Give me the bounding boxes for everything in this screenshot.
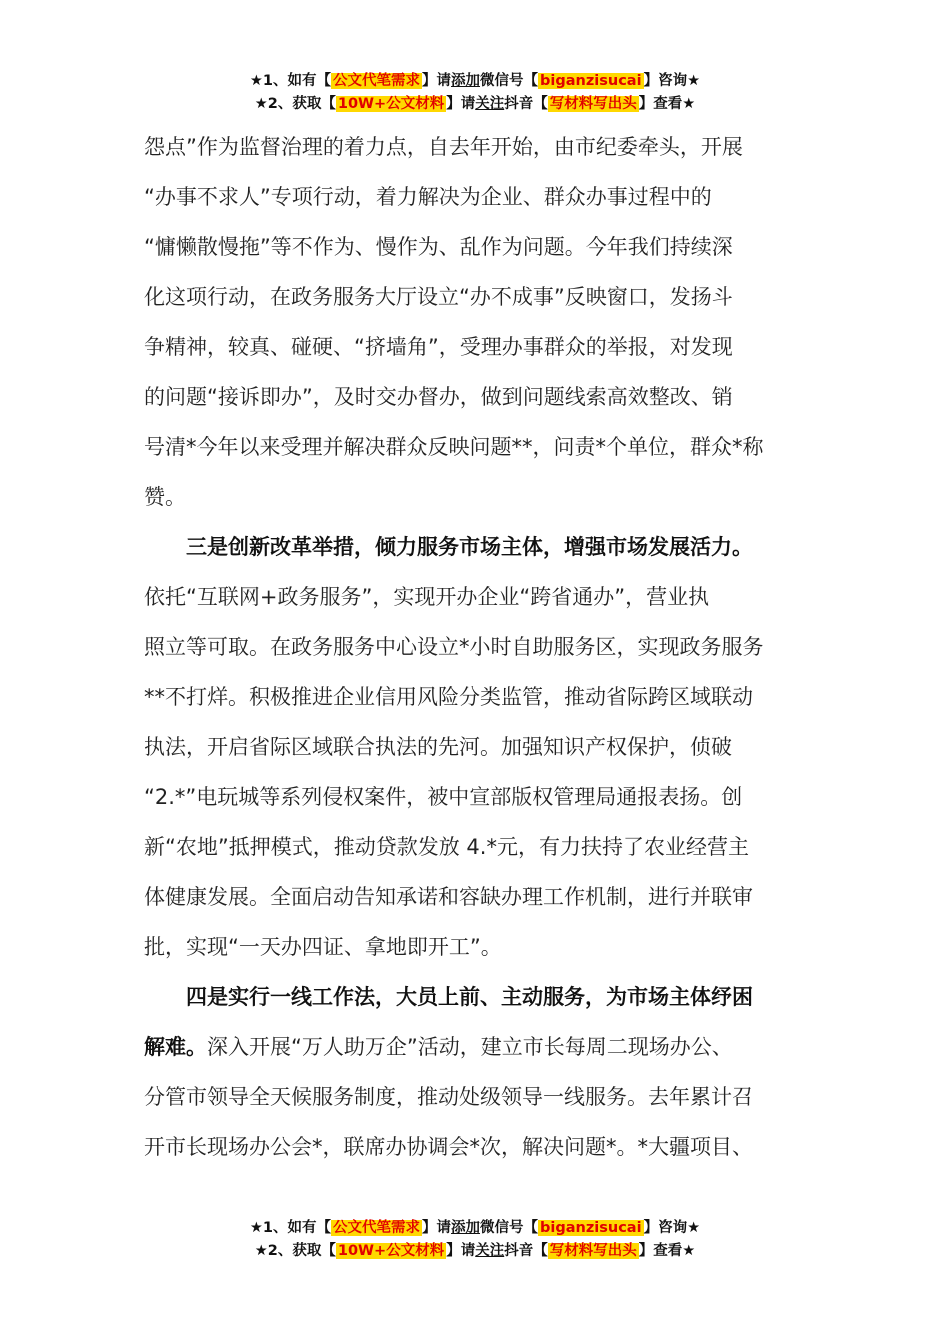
text-line: 依托“互联网+政务服务”，实现开办企业“跨省通办”，营业执 [144, 585, 710, 609]
text-line: 化这项行动，在政务服务大厅设立“办不成事”反映窗口，发扬斗 [144, 285, 733, 309]
banner-text: 】咨询★ [643, 73, 701, 89]
banner-highlight: 10W+公文材料 [337, 96, 445, 112]
banner-text: 抖音【 [504, 96, 548, 112]
text-line: “2.*”电玩城等系列侵权案件，被中宣部版权管理局通报表扬。创 [144, 785, 743, 809]
banner-text: 】咨询★ [643, 1220, 701, 1236]
footer-banner [0, 1217, 950, 1263]
banner-text: 】请 [422, 73, 452, 89]
banner-highlight: biganzisucai [540, 73, 642, 89]
banner-text: 】请 [446, 1243, 476, 1259]
paragraph-heading: 四是实行一线工作法，大员上前、主动服务，为市场主体纾困 [186, 985, 753, 1009]
banner-line-1 [0, 1217, 950, 1240]
text-line: “办事不求人”专项行动，着力解决为企业、群众办事过程中的 [144, 185, 712, 209]
text-line: 新“农地”抵押模式，推动贷款发放 4.*元，有力扶持了农业经营主 [144, 835, 749, 859]
banner-underline-text: 关注 [475, 96, 505, 112]
paragraph-1 [144, 122, 809, 522]
banner-text: ★2、获取【 [254, 1243, 336, 1259]
banner-highlight: 公文代笔需求 [333, 1220, 421, 1236]
text-line: **不打烊。积极推进企业信用风险分类监管，推动省际跨区域联动 [144, 685, 753, 709]
banner-line-2 [0, 93, 950, 116]
text-line: 照立等可取。在政务服务中心设立*小时自助服务区，实现政务服务 [144, 635, 764, 659]
banner-underline-text: 关注 [475, 1243, 505, 1259]
banner-highlight: 写材料写出头 [549, 1243, 637, 1259]
banner-text: ★1、如有【 [249, 1220, 332, 1236]
text-line: 争精神，较真、碰硬、“挤墙角”，受理办事群众的举报，对发现 [144, 335, 733, 359]
text-line: 赞。 [144, 485, 186, 509]
banner-highlight: 写材料写出头 [549, 96, 637, 112]
banner-highlight: biganzisucai [540, 1220, 642, 1236]
paragraph-3 [144, 972, 809, 1172]
banner-highlight: 公文代笔需求 [333, 73, 421, 89]
text-line: 怨点”作为监督治理的着力点，自去年开始，由市纪委牵头，开展 [144, 135, 743, 159]
text-line: 分管市领导全天候服务制度，推动处级领导一线服务。去年累计召 [144, 1085, 753, 1109]
text-line: 批，实现“一天办四证、拿地即开工”。 [144, 935, 502, 959]
banner-text: 】查看★ [638, 1243, 696, 1259]
text-line: “慵懒散慢拖”等不作为、慢作为、乱作为问题。今年我们持续深 [144, 235, 733, 259]
text-line: 开市长现场办公会*，联席办协调会*次，解决问题*。*大疆项目、 [144, 1135, 753, 1159]
paragraph-2 [144, 522, 809, 972]
banner-line-2 [0, 1240, 950, 1263]
text-line: 深入开展“万人助万企”活动，建立市长每周二现场办公、 [207, 1035, 733, 1059]
text-line: 的问题“接诉即办”，及时交办督办，做到问题线索高效整改、销 [144, 385, 733, 409]
paragraph-heading: 三是创新改革举措，倾力服务市场主体，增强市场发展活力。 [186, 535, 753, 559]
header-banner [0, 70, 950, 116]
paragraph-heading-end: 解难。 [144, 1035, 207, 1059]
banner-text: ★2、获取【 [254, 96, 336, 112]
banner-text: 】请 [422, 1220, 452, 1236]
text-line: 号清*今年以来受理并解决群众反映问题**，问责*个单位，群众*称 [144, 435, 764, 459]
banner-text: 】请 [446, 96, 476, 112]
banner-highlight: 10W+公文材料 [337, 1243, 445, 1259]
banner-underline-text: 添加 [451, 73, 481, 89]
text-line: 体健康发展。全面启动告知承诺和容缺办理工作机制，进行并联审 [144, 885, 753, 909]
banner-text: 抖音【 [504, 1243, 548, 1259]
banner-line-1 [0, 70, 950, 93]
banner-text: 微信号【 [480, 73, 539, 89]
banner-underline-text: 添加 [451, 1220, 481, 1236]
banner-text: ★1、如有【 [249, 73, 332, 89]
banner-text: 微信号【 [480, 1220, 539, 1236]
document-body [144, 122, 809, 1172]
banner-text: 】查看★ [638, 96, 696, 112]
text-line: 执法，开启省际区域联合执法的先河。加强知识产权保护，侦破 [144, 735, 732, 759]
